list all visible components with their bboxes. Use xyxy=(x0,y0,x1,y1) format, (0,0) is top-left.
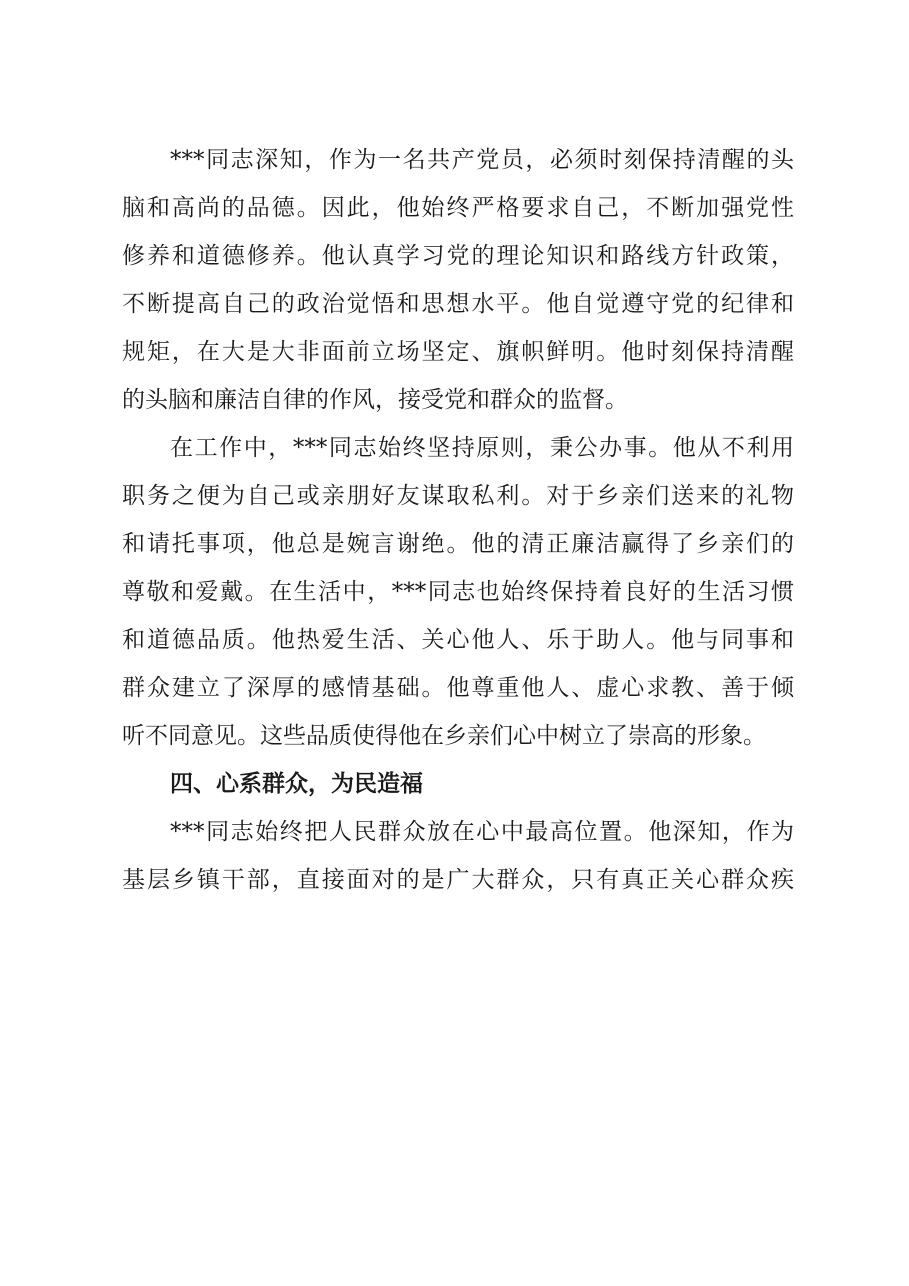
paragraph-line: 群众建立了深厚的感情基础。他尊重他人、虚心求教、善于倾 xyxy=(122,675,794,701)
paragraph-line: 不断提高自己的政治觉悟和思想水平。他自觉遵守党的纪律和 xyxy=(122,291,794,317)
section-heading: 四、心系群众，为民造福 xyxy=(170,771,423,797)
paragraph-line: 和请托事项，他总是婉言谢绝。他的清正廉洁赢得了乡亲们的 xyxy=(122,531,794,557)
paragraph-line: 和道德品质。他热爱生活、关心他人、乐于助人。他与同事和 xyxy=(122,627,794,653)
paragraph-serve-people xyxy=(122,808,794,904)
paragraph-work-life xyxy=(122,424,794,760)
paragraph-line: 的头脑和廉洁自律的作风，接受党和群众的监督。 xyxy=(122,387,628,413)
paragraph-line: ***同志深知，作为一名共产党员，必须时刻保持清醒的头 xyxy=(170,147,794,173)
paragraph-line: 在工作中，***同志始终坚持原则，秉公办事。他从不利用 xyxy=(170,435,794,461)
paragraph-line: 基层乡镇干部，直接面对的是广大群众，只有真正关心群众疾 xyxy=(122,867,794,893)
paragraph-line: 脑和高尚的品德。因此，他始终严格要求自己，不断加强党性 xyxy=(122,195,794,221)
paragraph-line: 职务之便为自己或亲朋好友谋取私利。对于乡亲们送来的礼物 xyxy=(122,483,794,509)
paragraph-line: 尊敬和爱戴。在生活中，***同志也始终保持着良好的生活习惯 xyxy=(122,579,794,605)
paragraph-line: 修养和道德修养。他认真学习党的理论知识和路线方针政策， xyxy=(122,243,794,269)
paragraph-integrity xyxy=(122,136,794,424)
document-body xyxy=(122,136,794,904)
paragraph-line: 规矩，在大是大非面前立场坚定、旗帜鲜明。他时刻保持清醒 xyxy=(122,339,794,365)
paragraph-line: ***同志始终把人民群众放在心中最高位置。他深知，作为 xyxy=(170,819,794,845)
paragraph-line: 听不同意见。这些品质使得他在乡亲们心中树立了崇高的形象。 xyxy=(122,723,766,749)
